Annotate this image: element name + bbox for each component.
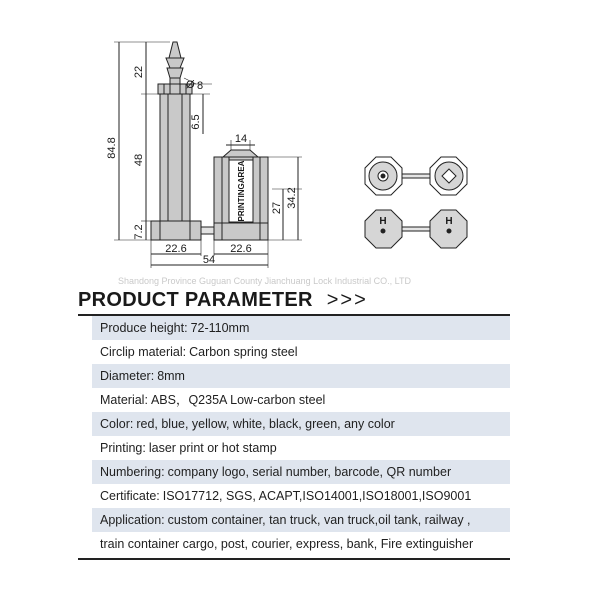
dim-7-2: 7.2 (133, 224, 145, 240)
bolt-tip (169, 42, 181, 58)
bottom-view-link (402, 227, 432, 231)
parameter-value: red, blue, yellow, white, black, green, any color (136, 417, 395, 431)
dim-48: 48 (133, 153, 145, 167)
parameter-label: Application: (100, 513, 165, 527)
dim-22-6-left: 22.6 (165, 243, 187, 255)
bolt-shaft (160, 94, 190, 221)
parameter-label: Material: (100, 393, 148, 407)
section-arrows: >>> (326, 289, 368, 311)
dim-8: 8 (197, 80, 204, 92)
dim-54: 54 (202, 254, 216, 266)
parameter-row (92, 316, 510, 340)
parameter-row (92, 412, 510, 436)
bolt-head (151, 221, 201, 240)
bolt-barb (166, 58, 184, 68)
parameter-label: Printing: (100, 441, 146, 455)
parameter-row (92, 460, 510, 484)
parameter-label: Diameter: (100, 369, 155, 383)
parameter-value: ISO17712, SGS, ACAPT,ISO14001,ISO18001,ISO9001 (162, 489, 472, 503)
bolt-seal-technical-drawing (0, 0, 600, 275)
seal-mark-left: H (379, 216, 387, 227)
parameter-row (92, 484, 510, 508)
seal-mark-right: H (445, 216, 453, 227)
section-title: PRODUCT PARAMETER (78, 289, 313, 311)
section-heading (78, 289, 368, 312)
dim-22: 22 (133, 65, 145, 79)
top-view-bolt-end (365, 157, 402, 195)
parameter-row (92, 388, 510, 412)
company-watermark: Shandong Province Guguan County Jianchuang Lock Industrial CO., LTD (118, 276, 412, 286)
parameter-value: company logo, serial number, barcode, QR number (167, 465, 452, 479)
bolt-pin (201, 227, 215, 234)
divider-bottom (78, 558, 510, 560)
parameter-value: Carbon spring steel (189, 345, 298, 359)
parameter-value: ABS，Q235A Low-carbon steel (150, 393, 326, 407)
parameter-value: custom container, tan truck, van truck,oil tank, railway , (167, 513, 471, 527)
parameter-label: Color: (100, 417, 134, 431)
parameter-label: Circlip material: (100, 345, 187, 359)
bolt-neck (170, 78, 180, 84)
dim-6-5: 6.5 (190, 114, 202, 130)
parameter-value: train container cargo, post, courier, express, bank, Fire extinguisher (100, 537, 474, 551)
dim-22-6-right: 22.6 (230, 243, 252, 255)
dim-84-8: 84.8 (106, 137, 118, 159)
parameter-row (92, 340, 510, 364)
parameter-row (92, 436, 510, 460)
bolt-barb (167, 68, 183, 78)
lock-body-printing-area: PRINTINGAREA (237, 160, 246, 222)
parameter-value: 72-110mm (190, 321, 250, 335)
dim-34-2: 34.2 (286, 187, 298, 209)
lock-body-top (223, 150, 258, 157)
dim-27: 27 (271, 201, 283, 215)
diameter-symbol: Ø (186, 79, 195, 91)
parameter-row (92, 364, 510, 388)
top-view-link (402, 174, 432, 178)
parameter-value: 8mm (157, 369, 185, 383)
top-view-lock-end (430, 157, 467, 195)
parameter-label: Numbering: (100, 465, 165, 479)
parameter-row (92, 532, 510, 556)
parameter-label: Produce height: (100, 321, 188, 335)
parameter-label: Certificate: (100, 489, 160, 503)
parameter-value: laser print or hot stamp (148, 441, 277, 455)
parameter-row (92, 508, 510, 532)
dim-14: 14 (234, 133, 248, 145)
parameter-table (92, 316, 510, 556)
